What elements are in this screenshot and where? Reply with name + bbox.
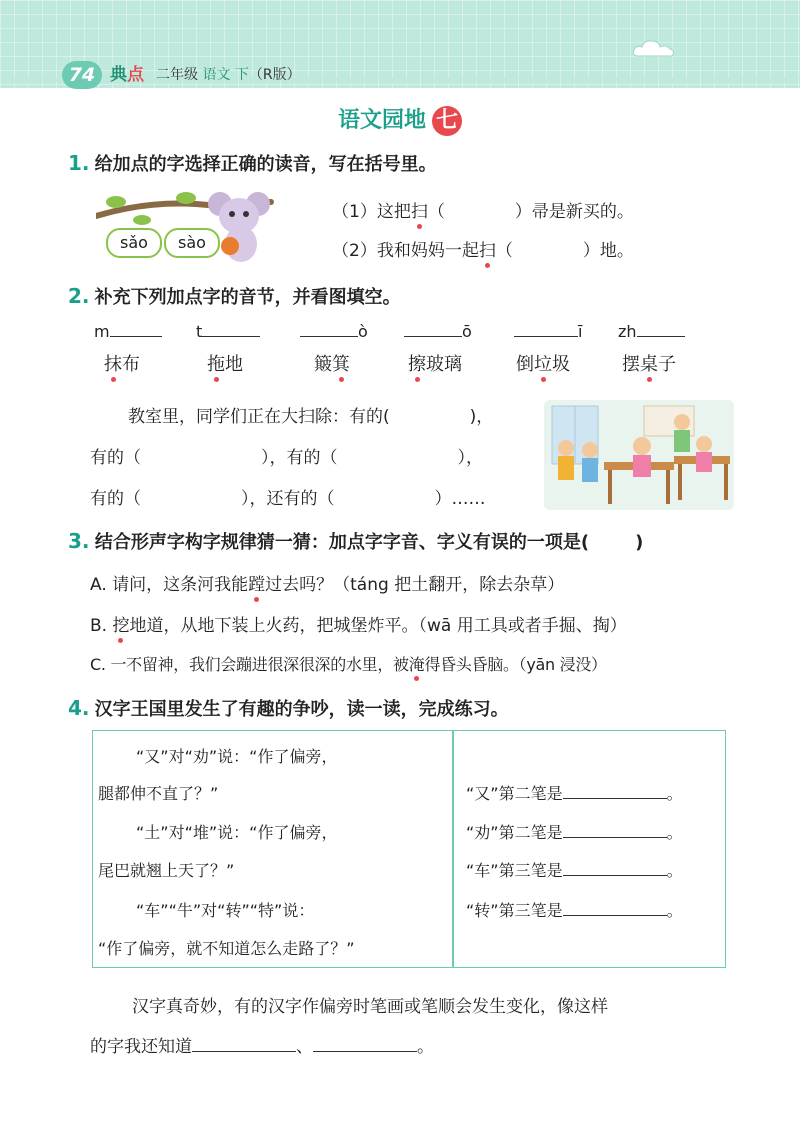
q4-table-divider xyxy=(452,730,454,968)
q2-line-3: 有的（ ），还有的（ ）…… xyxy=(90,489,486,509)
stroke-question-3: “车”第三笔是 。 xyxy=(466,861,683,880)
classroom-cleaning-illustration xyxy=(544,400,734,510)
syllable-blank-3: ò xyxy=(300,322,368,341)
q4-summary-line-2: 的字我还知道 、 。 xyxy=(90,1037,434,1057)
q2-line-1: 教室里，同学们正在大扫除：有的( )， xyxy=(128,407,494,427)
story-line-3: “土”对“堆”说：“作了偏旁， xyxy=(136,823,338,842)
question-3: 3. 结合形声字构字规律猜一猜：加点字字音、字义有误的一项是( ) xyxy=(68,529,644,553)
word-mabu: 抹布 xyxy=(104,354,140,375)
story-line-4: 尾巴就翘上天了？” xyxy=(98,861,235,880)
q1-item-1: （1）这把扫（ ）帚是新买的。 xyxy=(332,202,634,222)
question-1: 1. 给加点的字选择正确的读音，写在括号里。 xyxy=(68,151,437,175)
question-2: 2. 补充下列加点字的音节，并看图填空。 xyxy=(68,284,401,308)
brand-logo: 典点 xyxy=(110,65,144,85)
story-line-6: “作了偏旁，就不知道怎么走路了？” xyxy=(98,939,355,958)
word-boji: 簸箕 xyxy=(314,354,350,375)
syllable-blank-2: t xyxy=(196,322,260,341)
word-tuodi: 拖地 xyxy=(207,354,243,375)
syllable-blank-5: ī xyxy=(514,322,582,341)
word-caboli: 擦玻璃 xyxy=(408,354,462,375)
book-info: 二年级 语文 下（R版） xyxy=(156,67,301,83)
page-number: 74 xyxy=(62,61,102,89)
q4-summary-line-1: 汉字真奇妙，有的汉字作偏旁时笔画或笔顺会发生变化，像这样 xyxy=(132,997,608,1017)
q1-item-2: （2）我和妈妈一起扫（ ）地。 xyxy=(332,241,634,261)
stroke-question-1: “又”第二笔是 。 xyxy=(466,784,683,803)
option-a: A. 请问，这条河我能蹚过去吗？（táng 把土翻开，除去杂草） xyxy=(90,575,565,595)
syllable-blank-6: zh xyxy=(618,322,685,341)
syllable-blank-4: ō xyxy=(404,322,472,341)
option-c: C. 一不留神，我们会蹦进很深很深的水里，被淹得昏头昏脑。（yān 浸没） xyxy=(90,655,607,674)
word-baizhuozi: 摆桌子 xyxy=(622,354,676,375)
pinyin-option-sao3: sǎo xyxy=(106,228,162,258)
stroke-question-2: “劝”第二笔是 。 xyxy=(466,823,683,842)
title-badge: 七 xyxy=(432,106,462,136)
pinyin-option-sao4: sào xyxy=(164,228,220,258)
stroke-question-4: “转”第三笔是 。 xyxy=(466,901,683,920)
word-daolaji: 倒垃圾 xyxy=(516,354,570,375)
option-b: B. 挖地道，从地下装上火药，把城堡炸平。（wā 用工具或者手掘、掏） xyxy=(90,616,627,636)
story-line-1: “又”对“劝”说：“作了偏旁， xyxy=(136,747,338,766)
q2-line-2: 有的（ ），有的（ ）， xyxy=(90,448,483,468)
page-title: 语文园地 七 xyxy=(0,103,800,136)
syllable-blank-1: m xyxy=(94,322,162,341)
question-4: 4. 汉字王国里发生了有趣的争吵，读一读，完成练习。 xyxy=(68,696,509,720)
story-line-2: 腿都伸不直了？” xyxy=(98,784,219,803)
story-line-5: “车”“牛”对“转”“特”说： xyxy=(136,901,315,920)
cloud-icon xyxy=(632,38,676,60)
